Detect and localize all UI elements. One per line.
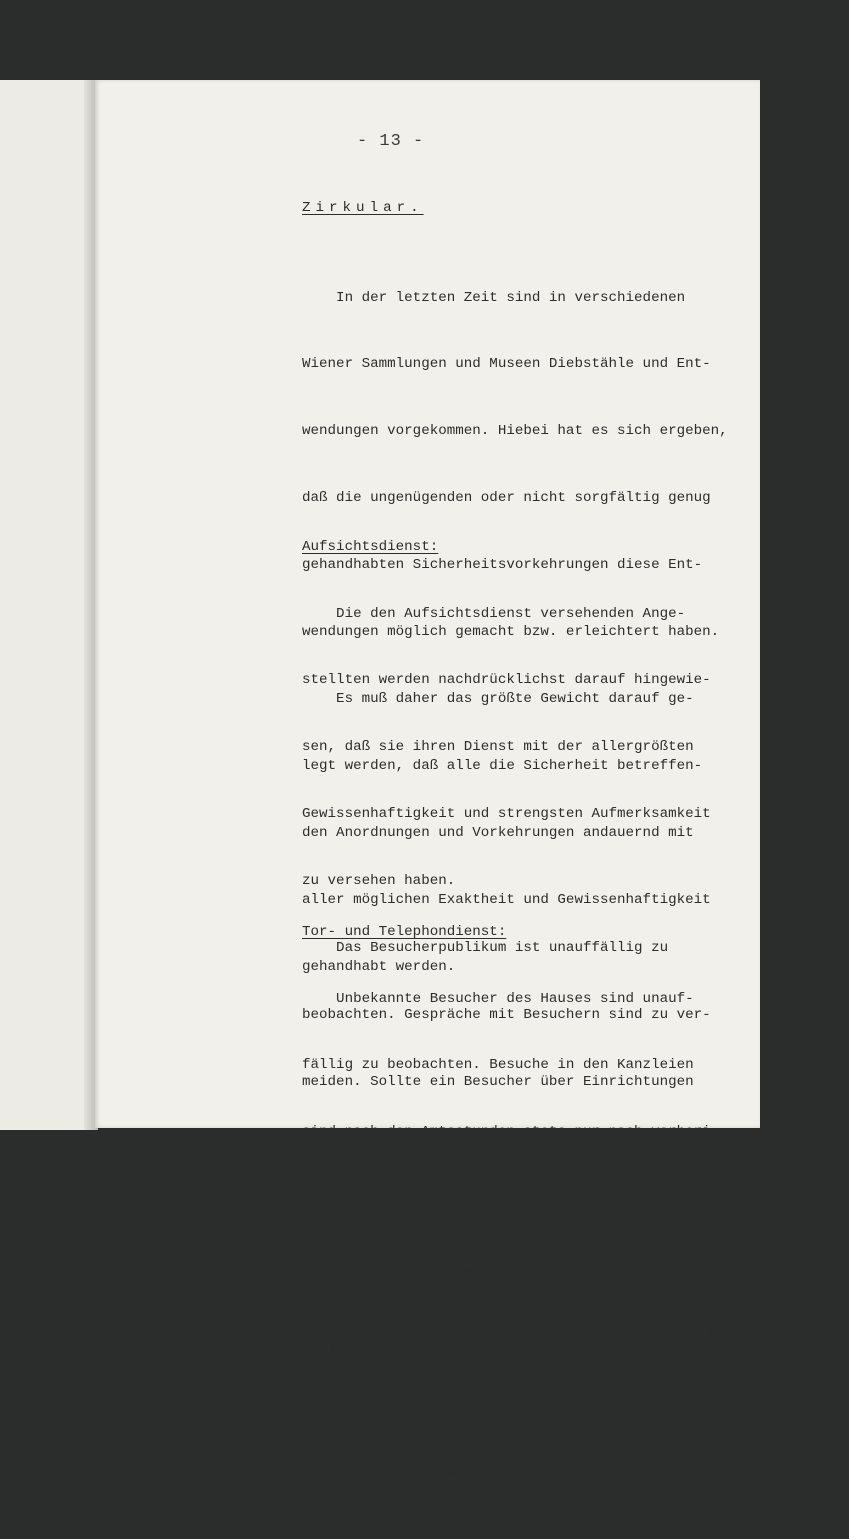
text-line: zu erlangen suchen, so ist, falls diese seine [302,1207,686,1224]
text-line: gehandhabt werden. [302,958,456,975]
text-line: welche Bedenken hinsichtlich der Zutritt begehren- [302,1325,728,1342]
text-line: fällig zu beobachten. Besuche in den Kanzleien [302,1057,694,1074]
text-line: legt werden, daß alle die Sicherheit betreffen- [302,757,703,774]
text-line: wendungen möglich gemacht bzw. erleichtert haben. [302,624,720,641]
previous-page-edge [0,80,92,1130]
text-line: stellten werden nachdrücklichst darauf hingewie- [302,672,711,689]
text-line: sen, daß sie ihren Dienst mit der allergrößten [302,739,694,756]
text-line: Verhalten auch nur das geringste Bedenken hervor- [302,1341,720,1358]
text-line: Die den Aufsichtsdienst versehenden Ange- [302,605,686,622]
text-line: Unbekannte Besucher des Hauses sind unauf- [302,990,694,1007]
text-line: sind nach den Amtsstunden stets nur nach vorheri- [302,1124,720,1141]
text-line: meiden. Sollte ein Besucher über Einrichtungen [302,1073,694,1090]
section-heading-supervision: Aufsichtsdienst: [302,539,439,555]
text-line: dung auch dann zu geschehen, wenn sich irgend- [302,1258,694,1275]
document-page [95,80,760,1492]
text-line: Das Besucherpublikum ist unauffällig zu [302,940,669,957]
text-line: den Anordnungen und Vorkehrungen andauernd mit [302,824,694,841]
text-line: In der letzten Zeit sind in verschiedenen [302,289,686,306]
text-line: des Hauses nähere Aufklärungen und Informationen [302,1140,711,1157]
gate-telephone-paragraph [302,943,762,1389]
text-line: Wiener Sammlungen und Museen Diebstähle und Ent- [302,356,711,373]
text-line: aller möglichen Exaktheit und Gewissenhaftigkeit [302,891,711,908]
text-line: beobachten. Gespräche mit Besuchern sind zu ver- [302,1006,711,1023]
section-heading-gate-telephone: Tor- und Telephondienst: [302,924,507,940]
text-line: Es muß daher das größte Gewicht darauf ge- [302,690,694,707]
text-line: Meldung zu erstatten. [302,1475,481,1492]
text-line: zurufen geeignet ist sind, hievon sogleich die [302,1408,694,1425]
page-number: - 13 - [357,132,425,151]
text-line: ger Anmeldung zuzulassen. Sonst hat diese Anmel- [302,1191,711,1208]
circular-title: Zirkular. [302,200,424,216]
text-line: gehandhabten Sicherheitsvorkehrungen diese Ent- [302,557,703,574]
text-line: zu versehen haben. [302,873,456,890]
text-line: wendungen vorgekommen. Hiebei hat es sich ergeben, [302,423,728,440]
text-line: daß die ungenügenden oder nicht sorgfältig genug [302,490,711,507]
text-line: Gewissenhaftigkeit und strengsten Aufmerksamkeit [302,806,711,823]
text-line: Fragen und Nachforschungen oder sein sonstiges [302,1274,694,1291]
